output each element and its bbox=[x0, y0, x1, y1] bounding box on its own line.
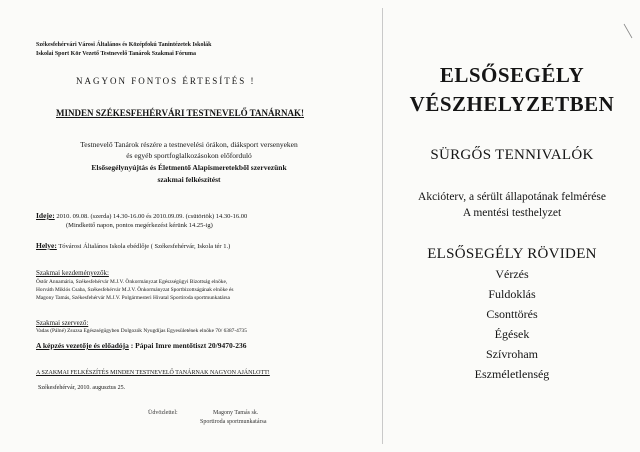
org-line-1: Székesfehérvári Városi Általános és Középfokú Tanintézetek Iskolák bbox=[36, 42, 212, 48]
greeting: Üdvözlettel: bbox=[148, 410, 178, 416]
initiator-1: Östör Annamária, Székesfehérvár M.J.V. Önkormányzat Egészségügyi Bizottság elnöke, bbox=[36, 279, 228, 285]
place-label: Helye: bbox=[36, 241, 57, 250]
recommend-line: A SZAKMAI FELKÉSZÍTÉS MINDEN TESTNEVELŐ TANÁRNAK NAGYON AJÁNLOTT! bbox=[36, 370, 270, 376]
intro-line-4: szakmai felkészítést bbox=[157, 175, 221, 184]
intro-line-3: Elsősegélynyújtás és Életmentő Alapismeretekből szervezünk bbox=[91, 163, 287, 172]
intro-line-1: Testnevelő Tanárok részére a testnevelési órákon, diáksport versenyeken bbox=[80, 140, 298, 149]
urgent-line-2: A mentési testhelyzet bbox=[462, 207, 562, 219]
brief-item: Szívroham bbox=[486, 347, 538, 361]
initiator-2: Horváth Miklós Csaba, Székesfehérvár M.J.V. Önkormányzat Sportbizottságának elnöke és bbox=[36, 287, 234, 293]
urgent-heading: SÜRGŐS TENNIVALÓK bbox=[430, 147, 594, 163]
brief-heading: ELSŐSEGÉLY RÖVIDEN bbox=[427, 246, 597, 262]
time-label: Ideje: bbox=[36, 211, 55, 220]
title-line-1: ELSŐSEGÉLY bbox=[439, 63, 585, 87]
urgent-line-1: Akcióterv, a sérült állapotának felmérése bbox=[418, 191, 606, 203]
time-value: 2010. 09.08. (szerda) 14.30-16.00 és 2010.09.09. (csütörtök) 14.30-16.00 bbox=[54, 213, 248, 220]
scan-corner-mark bbox=[622, 22, 634, 40]
brief-item: Fuldoklás bbox=[488, 287, 536, 301]
time-row bbox=[36, 211, 247, 221]
brief-item: Csonttörés bbox=[486, 307, 538, 321]
brief-item: Égések bbox=[494, 327, 530, 341]
title-line-2: VÉSZHELYZETBEN bbox=[409, 92, 615, 116]
place-row bbox=[36, 241, 230, 251]
brief-item: Eszméletlenség bbox=[474, 367, 550, 381]
initiator-3: Magony Tamás, Székesfehérvár M.J.V. Polgármesteri Hivatal Sportiroda sportmunkatársa bbox=[36, 295, 230, 301]
audience-heading: MINDEN SZÉKESFEHÉRVÁRI TESTNEVELŐ TANÁRNAK! bbox=[56, 108, 304, 118]
page-divider bbox=[382, 8, 383, 444]
leader-label: A képzés vezetője és előadója bbox=[36, 341, 129, 350]
place-value: Tóvárosi Általános Iskola ebédlője ( Székesfehérvár, Iskola tér 1.) bbox=[56, 243, 231, 250]
organizer-label: Szakmai szervező: bbox=[36, 319, 89, 327]
date-line: Székesfehérvár, 2010. augusztus 25. bbox=[38, 385, 126, 391]
notice-heading: NAGYON FONTOS ÉRTESÍTÉS ! bbox=[76, 76, 256, 86]
brief-item: Vérzés bbox=[495, 267, 529, 281]
leader-row bbox=[36, 341, 246, 351]
leader-value: : Pápai Imre mentőtiszt 20/9470-236 bbox=[128, 341, 247, 350]
time-note: (Mindkettő napon, pontos megérkezést kérünk 14.25-ig) bbox=[66, 222, 213, 229]
intro-line-2: és egyéb sportfoglalkozásokon előforduló bbox=[126, 151, 252, 160]
signer-role: Sportiroda sportmunkatársa bbox=[200, 419, 267, 425]
initiators-label: Szakmai kezdeményezők: bbox=[36, 269, 109, 277]
signer-name: Magony Tamás sk. bbox=[213, 410, 259, 416]
organizer-value: Vadas (Pálné) Zsuzsa Egészségügyben Dolgozók Nyugdíjas Egyesületének elnöke 70/ 6387-4735 bbox=[36, 328, 247, 334]
org-line-2: Iskolai Sport Kör Vezető Testnevelő Tanárok Szakmai Fóruma bbox=[36, 51, 196, 57]
